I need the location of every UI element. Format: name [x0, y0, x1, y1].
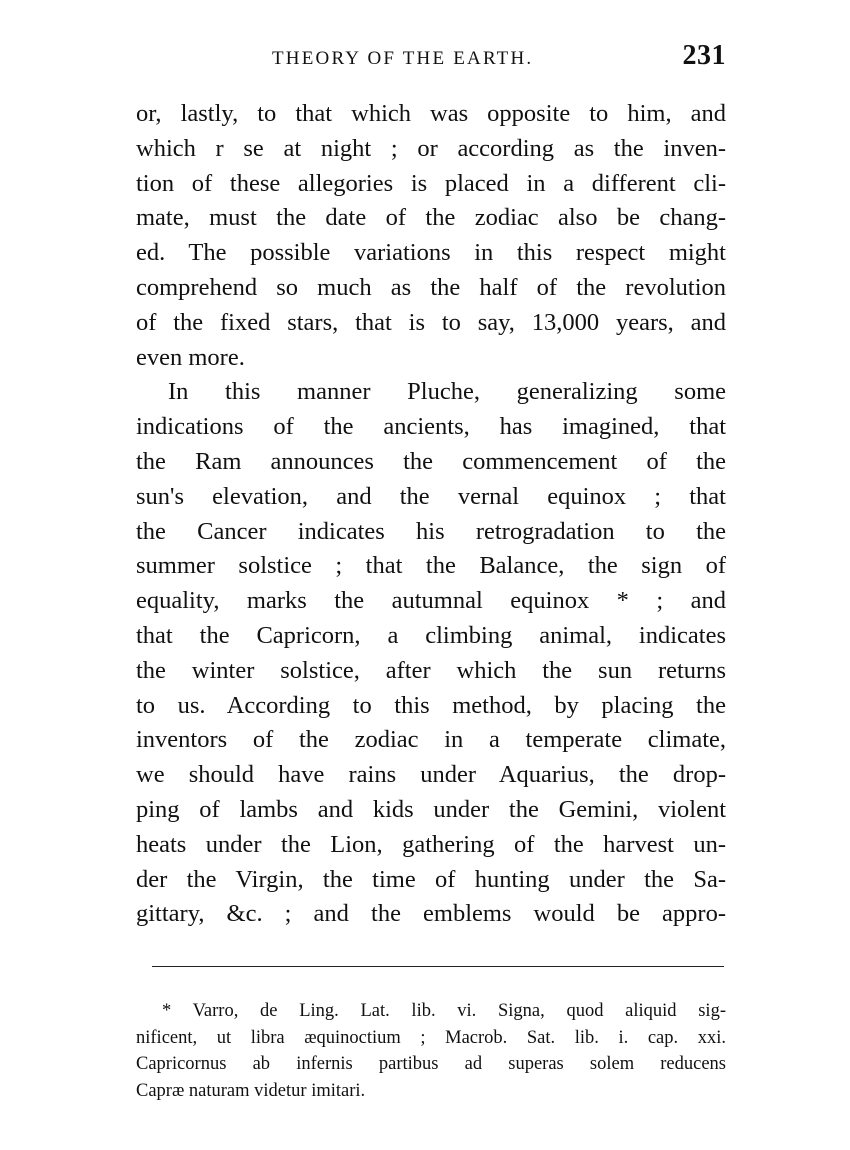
- page-number: 231: [682, 40, 726, 71]
- text-line: der the Virgin, the time of hunting under the Sa-: [136, 865, 726, 893]
- text-line: the Ram announces the commencement of the: [136, 447, 726, 475]
- text-line: that the Capricorn, a climbing animal, indicates: [136, 621, 726, 649]
- footnote-line: Capricornus ab infernis partibus ad superas solem reducens: [136, 1054, 726, 1074]
- footnote: [136, 998, 726, 1104]
- footnote-divider: [152, 966, 724, 967]
- text-line: the winter solstice, after which the sun returns: [136, 656, 726, 684]
- text-line: ed. The possible variations in this respect might: [136, 239, 726, 267]
- footnote-line: Capræ naturam videtur imitari.: [136, 1080, 366, 1101]
- text-line: tion of these allegories is placed in a different cli-: [136, 169, 726, 197]
- text-line: heats under the Lion, gathering of the harvest un-: [136, 830, 726, 858]
- text-line: we should have rains under Aquarius, the drop-: [136, 761, 726, 789]
- text-line: In this manner Pluche, generalizing some: [168, 378, 726, 406]
- text-line: the Cancer indicates his retrogradation to the: [136, 517, 726, 545]
- running-title: THEORY OF THE EARTH.: [272, 48, 534, 69]
- text-line: which r se at night ; or according as the inven-: [136, 134, 726, 162]
- text-line: of the fixed stars, that is to say, 13,000 years, and: [136, 308, 726, 336]
- running-head: [136, 40, 726, 80]
- text-line: mate, must the date of the zodiac also be chang-: [136, 204, 726, 232]
- text-line: ping of lambs and kids under the Gemini, violent: [136, 795, 726, 823]
- text-line: even more.: [136, 343, 245, 371]
- text-line: to us. According to this method, by placing the: [136, 691, 726, 719]
- text-line: inventors of the zodiac in a temperate climate,: [136, 726, 726, 754]
- text-line: sun's elevation, and the vernal equinox ; that: [136, 482, 726, 510]
- text-line: equality, marks the autumnal equinox * ; and: [136, 587, 726, 615]
- text-line: summer solstice ; that the Balance, the sign of: [136, 552, 726, 580]
- footnote-line: nificent, ut libra æquinoctium ; Macrob. Sat. lib. i. cap. xxi.: [136, 1027, 726, 1048]
- text-line: gittary, &c. ; and the emblems would be appro-: [136, 900, 726, 928]
- text-line: comprehend so much as the half of the revolution: [136, 273, 726, 301]
- body-text: [136, 97, 726, 932]
- text-line: or, lastly, to that which was opposite to him, and: [136, 100, 726, 127]
- footnote-line: * Varro, de Ling. Lat. lib. vi. Signa, quod aliquid sig-: [162, 1001, 726, 1021]
- text-line: indications of the ancients, has imagined, that: [136, 413, 726, 441]
